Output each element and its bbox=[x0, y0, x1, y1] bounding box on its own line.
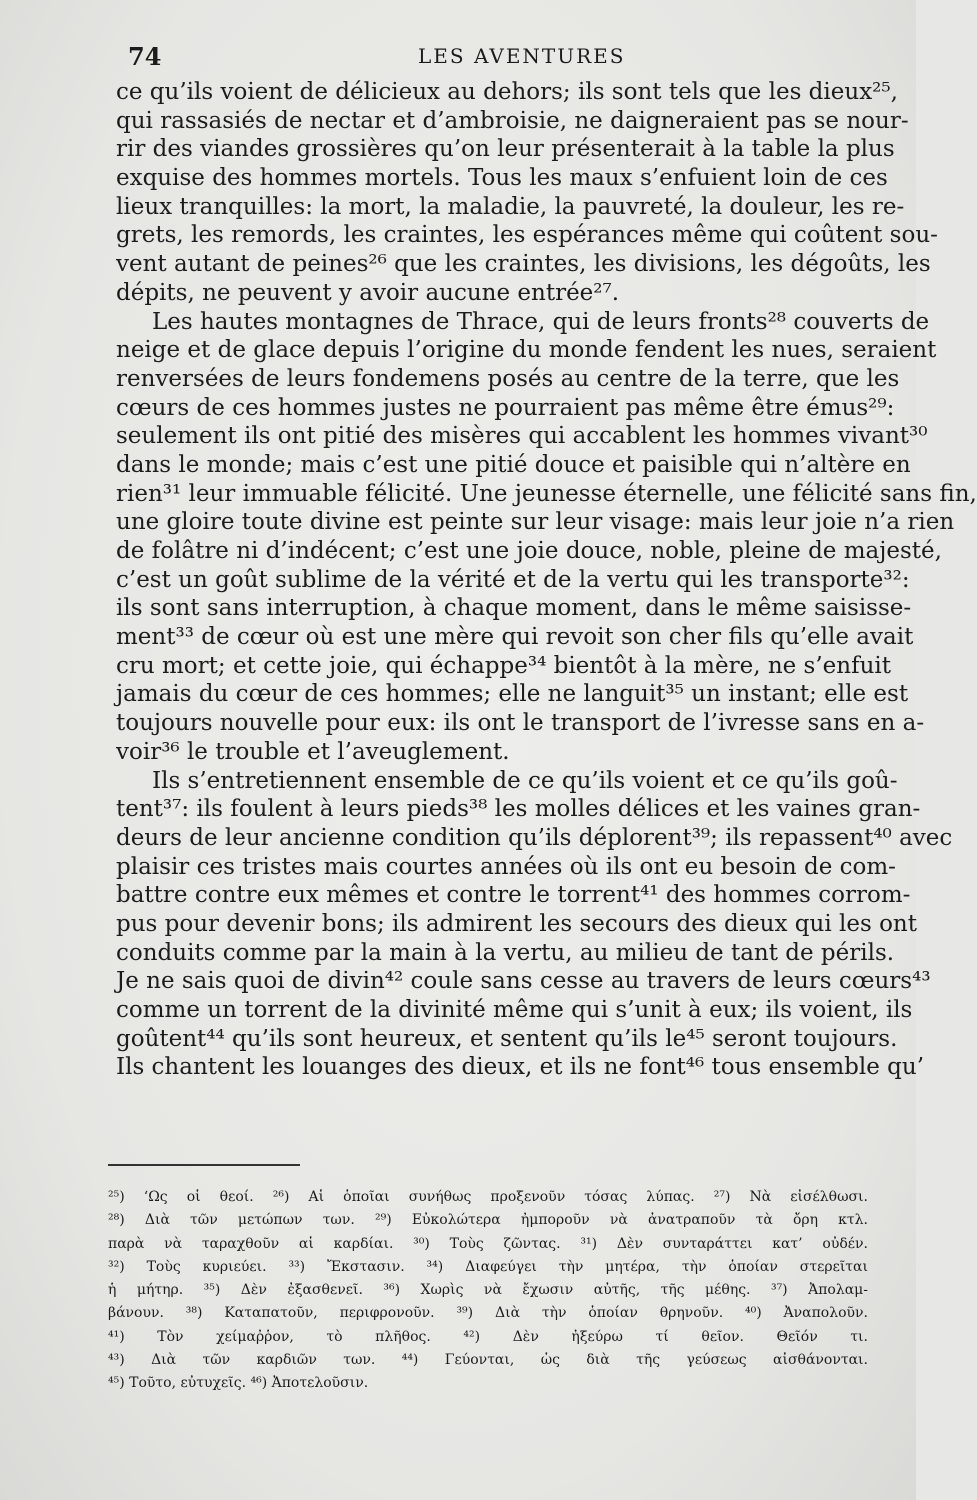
text-line: neige et de glace depuis l’origine du monde fendent les nues, seraient bbox=[116, 337, 937, 364]
text-line: grets, les remords, les craintes, les espérances même qui coûtent sou- bbox=[116, 222, 938, 249]
footnote-line: ⁴¹) Τὸν χείμαῤῥον, τὸ πλῆθος. ⁴²) Δὲν ἠξεύρω τί θεῖον. Θεῖόν τι. bbox=[108, 1328, 868, 1345]
footnote-line: παρὰ νὰ ταραχθοῦν αἱ καρδίαι. ³⁰) Τοὺς ζῶντας. ³¹) Δὲν συνταράττει κατ’ οὐδέν. bbox=[108, 1235, 868, 1252]
text-line: dans le monde; mais c’est une pitié douce et paisible qui n’altère en bbox=[116, 451, 911, 478]
text-line: Ils s’entretiennent ensemble de ce qu’ils voient et ce qu’ils goû- bbox=[152, 767, 898, 794]
text-line: vent autant de peines²⁶ que les craintes, les divisions, les dégoûts, les bbox=[116, 251, 931, 278]
text-line: ment³³ de cœur où est une mère qui revoit son cher fils qu’elle avait bbox=[116, 624, 914, 651]
text-line: toujours nouvelle pour eux: ils ont le transport de l’ivresse sans en a- bbox=[116, 710, 925, 737]
footnote-line: ἡ μήτηρ. ³⁵) Δὲν ἐξασθενεῖ. ³⁶) Χωρὶς νὰ ἔχωσιν αὐτῆς, τῆς μέθης. ³⁷) Ἀπολαμ- bbox=[108, 1282, 868, 1299]
text-line: lieux tranquilles: la mort, la maladie, la pauvreté, la douleur, les re- bbox=[116, 193, 905, 220]
text-line: de folâtre ni d’indécent; c’est une joie douce, noble, pleine de majesté, bbox=[116, 538, 942, 564]
footnote-divider bbox=[108, 1164, 300, 1166]
text-line: ils sont sans interruption, à chaque moment, dans le même saisisse- bbox=[116, 595, 912, 622]
text-line: pus pour devenir bons; ils admirent les secours des dieux qui les ont bbox=[116, 910, 917, 937]
text-line: jamais du cœur de ces hommes; elle ne languit³⁵ un instant; elle est bbox=[116, 681, 909, 708]
page-header bbox=[128, 36, 868, 76]
text-line: ce qu’ils voient de délicieux au dehors; ils sont tels que les dieux²⁵, bbox=[116, 79, 898, 105]
text-line: cru mort; et cette joie, qui échappe³⁴ bientôt à la mère, ne s’enfuit bbox=[116, 652, 892, 679]
main-text bbox=[116, 78, 977, 1082]
text-line: c’est un goût sublime de la vérité et de la vertu qui les transporte³²: bbox=[116, 566, 910, 593]
text-line: battre contre eux mêmes et contre le torrent⁴¹ des hommes corrom- bbox=[116, 882, 911, 909]
text-line: rien³¹ leur immuable félicité. Une jeunesse éternelle, une félicité sans fin, bbox=[116, 480, 977, 507]
text-line: cœurs de ces hommes justes ne pourraient pas même être émus²⁹: bbox=[116, 394, 895, 421]
text-line: exquise des hommes mortels. Tous les maux s’enfuient loin de ces bbox=[116, 165, 888, 192]
text-line: Je ne sais quoi de divin⁴² coule sans cesse au travers de leurs cœurs⁴³ bbox=[116, 968, 931, 995]
text-line: Les hautes montagnes de Thrace, qui de leurs fronts²⁸ couverts de bbox=[152, 308, 930, 335]
footnote-line: ²⁸) Διὰ τῶν μετώπων των. ²⁹) Εὐκολώτερα ἠμποροῦν νὰ ἀνατραποῦν τὰ ὄρη κτλ. bbox=[108, 1212, 868, 1229]
footnote-line: ²⁵) ‘Ως οἱ θεοί. ²⁶) Αἱ ὁποῖαι συνήθως προξενοῦν τόσας λύπας. ²⁷) Νὰ εἰσέλθωσι. bbox=[108, 1189, 868, 1205]
footnotes bbox=[108, 1186, 868, 1396]
text-line: renversées de leurs fondemens posés au centre de la terre, que les bbox=[116, 365, 900, 392]
text-line: qui rassasiés de nectar et d’ambroisie, ne daigneraient pas se nour- bbox=[116, 107, 909, 134]
text-line: plaisir ces tristes mais courtes années où ils ont eu besoin de com- bbox=[116, 853, 896, 880]
footnote-line: βάνουν. ³⁸) Καταπατοῦν, περιφρονοῦν. ³⁹) Διὰ τὴν ὁποίαν θρηνοῦν. ⁴⁰) Ἀναπολοῦν. bbox=[108, 1305, 868, 1322]
running-head: LES AVENTURES bbox=[418, 44, 626, 68]
text-line: goûtent⁴⁴ qu’ils sont heureux, et sentent qu’ils le⁴⁵ seront toujours. bbox=[116, 1025, 898, 1052]
footnote-line: ⁴³) Διὰ τῶν καρδιῶν των. ⁴⁴) Γεύονται, ὡς διὰ τῆς γεύσεως αἰσθάνονται. bbox=[108, 1352, 868, 1369]
text-line: dépits, ne peuvent y avoir aucune entrée²⁷. bbox=[116, 279, 620, 306]
text-line: seulement ils ont pitié des misères qui accablent les hommes vivant³⁰ bbox=[116, 423, 928, 450]
text-line: Ils chantent les louanges des dieux, et ils ne font⁴⁶ tous ensemble qu’ bbox=[116, 1054, 925, 1081]
text-line: conduits comme par la main à la vertu, au milieu de tant de périls. bbox=[116, 939, 895, 966]
footnote-line: ³²) Τοὺς κυριεύει. ³³) Ἔκστασιν. ³⁴) Διαφεύγει τὴν μητέρα, τὴν ὁποίαν στερεῖται bbox=[108, 1258, 868, 1275]
page-number: 74 bbox=[128, 41, 162, 71]
footnote-line: ⁴⁵) Τοῦτο, εὐτυχεῖς. ⁴⁶) Ἀποτελοῦσιν. bbox=[108, 1375, 369, 1392]
text-line: deurs de leur ancienne condition qu’ils déplorent³⁹; ils repassent⁴⁰ avec bbox=[116, 824, 953, 851]
text-line: comme un torrent de la divinité même qui s’unit à eux; ils voient, ils bbox=[116, 997, 913, 1023]
text-line: voir³⁶ le trouble et l’aveuglement. bbox=[116, 738, 510, 765]
text-line: rir des viandes grossières qu’on leur présenterait à la table la plus bbox=[116, 136, 895, 163]
text-line: une gloire toute divine est peinte sur leur visage: mais leur joie n’a rien bbox=[116, 509, 955, 536]
text-line: tent³⁷: ils foulent à leurs pieds³⁸ les molles délices et les vaines gran- bbox=[116, 796, 921, 823]
